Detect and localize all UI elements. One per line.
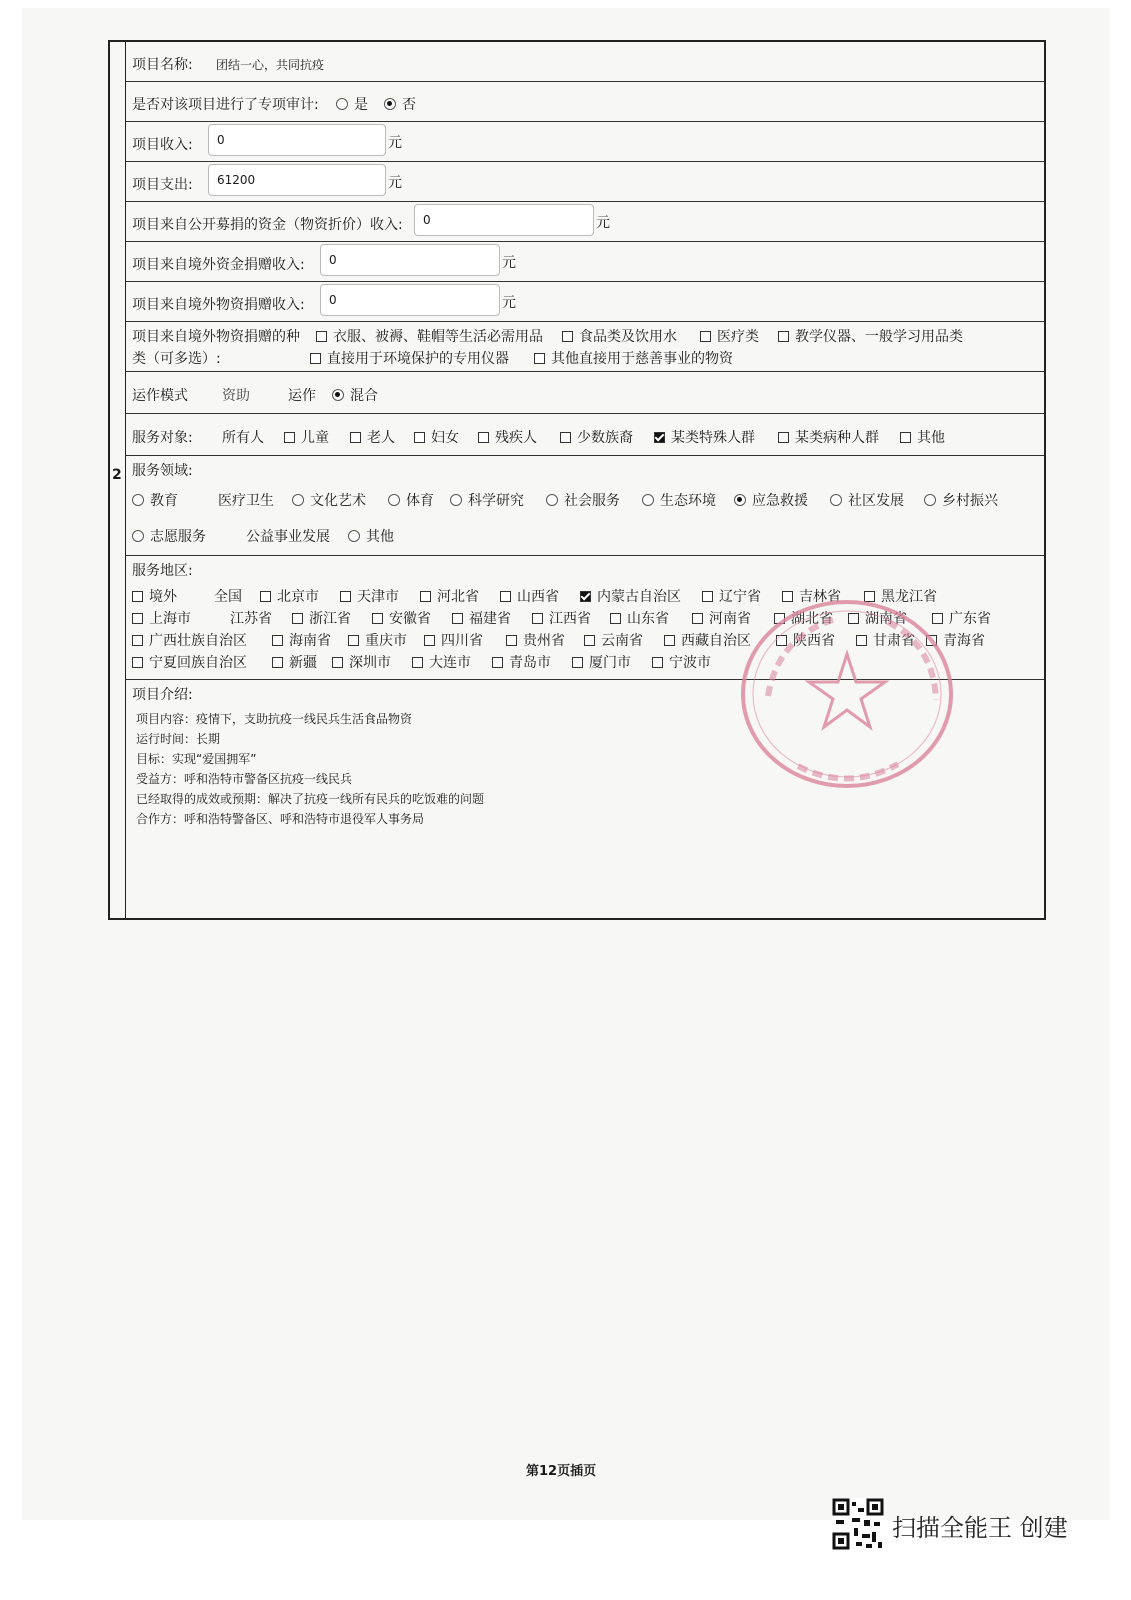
- project-name-label: 项目名称:: [132, 57, 193, 73]
- region-option-label: 山西省: [517, 589, 559, 605]
- region-option-label: 西藏自治区: [681, 633, 751, 649]
- region-option[interactable]: [572, 652, 631, 672]
- region-option[interactable]: [584, 630, 643, 650]
- checkbox-icon: [348, 635, 359, 646]
- region-option-label: 北京市: [277, 589, 319, 605]
- region-option-label: 广东省: [949, 611, 991, 627]
- foreign-types-label-2: 类（可多选）:: [132, 351, 221, 367]
- region-option-label: 吉林省: [799, 589, 841, 605]
- checkbox-icon: [424, 635, 435, 646]
- radio-icon: [336, 98, 348, 110]
- field-option[interactable]: 其他: [348, 526, 394, 546]
- region-option-label: 宁夏回族自治区: [149, 655, 247, 671]
- checkbox-icon: [562, 331, 573, 342]
- region-option-label: 云南省: [601, 633, 643, 649]
- project-name-value: 团结一心，共同抗疫: [216, 58, 325, 72]
- region-option[interactable]: [452, 608, 511, 628]
- region-option-label: 湖北省: [791, 611, 833, 627]
- income-label: 项目收入:: [132, 137, 193, 153]
- region-option[interactable]: [372, 608, 431, 628]
- region-option-label: 辽宁省: [719, 589, 761, 605]
- radio-selected-icon: [384, 98, 396, 110]
- expense-field[interactable]: 61200: [208, 164, 386, 196]
- region-option-checked[interactable]: [580, 586, 681, 606]
- region-option[interactable]: [652, 652, 711, 672]
- intro-line: 已经取得的成效或预期：解决了抗疫一线所有民兵的吃饭难的问题: [136, 792, 485, 806]
- region-option-label: 重庆市: [365, 633, 407, 649]
- region-option[interactable]: [132, 586, 177, 606]
- field-option[interactable]: 文化艺术: [292, 490, 366, 510]
- region-option-label: 江苏省: [230, 611, 272, 627]
- region-option[interactable]: [610, 608, 669, 628]
- type-option[interactable]: 衣服、被褥、鞋帽等生活必需用品: [316, 326, 543, 346]
- region-option[interactable]: [260, 586, 319, 606]
- intro-line: 目标：实现“爱国拥军”: [136, 752, 257, 766]
- field-option[interactable]: 志愿服务: [132, 526, 206, 546]
- intro-line: 受益方：呼和浩特市警备区抗疫一线民兵: [136, 772, 353, 786]
- type-option[interactable]: 直接用于环境保护的专用仪器: [310, 348, 509, 368]
- checkbox-checked-icon: [580, 591, 591, 602]
- target-option[interactable]: 妇女: [414, 427, 459, 447]
- region-option-label: 江西省: [549, 611, 591, 627]
- checkbox-icon: [664, 635, 675, 646]
- target-option[interactable]: 其他: [900, 427, 945, 447]
- foreign-fund-label: 项目来自境外资金捐赠收入:: [132, 257, 305, 273]
- region-option-label: 上海市: [149, 611, 191, 627]
- income-field[interactable]: 0: [208, 124, 386, 156]
- checkbox-icon: [132, 591, 143, 602]
- region-option[interactable]: [506, 630, 565, 650]
- region-option[interactable]: [132, 608, 191, 628]
- foreign-goods-unit: 元: [502, 295, 516, 311]
- checkbox-icon: [420, 591, 431, 602]
- target-option[interactable]: 所有人: [222, 430, 264, 446]
- row-expense: [126, 162, 1044, 202]
- region-option-label: 全国: [214, 589, 242, 605]
- row-public-fund: [126, 202, 1044, 242]
- region-option-label: 青海省: [943, 633, 985, 649]
- audit-yes-option[interactable]: 是: [336, 94, 368, 114]
- row-service-target: [126, 414, 1044, 456]
- target-option[interactable]: 少数族裔: [560, 427, 633, 447]
- region-option-label: 境外: [149, 589, 177, 605]
- row-project-name: [126, 42, 1044, 82]
- region-option[interactable]: [532, 608, 591, 628]
- foreign-types-label-1: 项目来自境外物资捐赠的种: [132, 329, 300, 345]
- checkbox-icon: [532, 613, 543, 624]
- checkbox-icon: [372, 613, 383, 624]
- region-option[interactable]: [348, 630, 407, 650]
- field-option[interactable]: 生态环境: [642, 490, 716, 510]
- field-option[interactable]: 科学研究: [450, 490, 524, 510]
- field-option[interactable]: 乡村振兴: [924, 490, 998, 510]
- region-option-label: 河南省: [709, 611, 751, 627]
- row-foreign-types: [126, 322, 1044, 372]
- region-option[interactable]: [272, 630, 331, 650]
- region-option-label: 四川省: [441, 633, 483, 649]
- region-option[interactable]: [292, 608, 351, 628]
- region-option-label: 甘肃省: [873, 633, 915, 649]
- region-option[interactable]: [332, 652, 391, 672]
- region-option-label: 深圳市: [349, 655, 391, 671]
- expense-label: 项目支出:: [132, 177, 193, 193]
- public-fund-unit: 元: [596, 215, 610, 231]
- field-label: 服务领域:: [132, 463, 193, 479]
- checkbox-icon: [452, 613, 463, 624]
- region-option[interactable]: [340, 586, 399, 606]
- checkbox-icon: [260, 591, 271, 602]
- region-option-label: 宁波市: [669, 655, 711, 671]
- checkbox-icon: [132, 657, 143, 668]
- qr-code-icon: [832, 1498, 884, 1550]
- mode-option-fund[interactable]: 资助: [222, 388, 250, 404]
- field-option[interactable]: 体育: [388, 490, 434, 510]
- foreign-fund-field[interactable]: 0: [320, 244, 500, 276]
- field-option-selected[interactable]: 应急救援: [734, 490, 808, 510]
- checkbox-icon: [132, 613, 143, 624]
- checkbox-icon: [702, 591, 713, 602]
- region-option-label: 浙江省: [309, 611, 351, 627]
- checkbox-icon: [272, 635, 283, 646]
- checkbox-icon: [492, 657, 503, 668]
- region-option-label: 陕西省: [793, 633, 835, 649]
- region-option[interactable]: [214, 586, 242, 606]
- row-foreign-fund: [126, 242, 1044, 282]
- region-option-label: 山东省: [627, 611, 669, 627]
- expense-unit: 元: [388, 175, 402, 191]
- region-option-label: 天津市: [357, 589, 399, 605]
- region-option-label: 海南省: [289, 633, 331, 649]
- income-unit: 元: [388, 135, 402, 151]
- region-option[interactable]: [420, 586, 479, 606]
- checkbox-icon: [316, 331, 327, 342]
- row-mode: [126, 372, 1044, 414]
- intro-line: 运行时间：长期: [136, 732, 221, 746]
- checkbox-icon: [652, 657, 663, 668]
- region-option[interactable]: [132, 652, 247, 672]
- region-option-label: 青岛市: [509, 655, 551, 671]
- type-option[interactable]: 食品类及饮用水: [562, 326, 677, 346]
- region-option[interactable]: [132, 630, 247, 650]
- region-option-label: 河北省: [437, 589, 479, 605]
- mode-option-operate[interactable]: 运作: [288, 388, 316, 404]
- mode-option-mixed[interactable]: 混合: [332, 385, 378, 405]
- region-option[interactable]: [272, 652, 317, 672]
- foreign-fund-unit: 元: [502, 255, 516, 271]
- target-option[interactable]: 某类病种人群: [778, 427, 879, 447]
- region-option-label: 福建省: [469, 611, 511, 627]
- public-fund-field[interactable]: 0: [414, 204, 594, 236]
- scanner-watermark: 扫描全能王 创建: [892, 1514, 1068, 1542]
- region-option-label: 厦门市: [589, 655, 631, 671]
- region-option[interactable]: [230, 608, 272, 628]
- type-option[interactable]: 其他直接用于慈善事业的物资: [534, 348, 733, 368]
- target-option-checked[interactable]: 某类特殊人群: [654, 427, 755, 447]
- type-option[interactable]: 教学仪器、一般学习用品类: [778, 326, 963, 346]
- row-index: 2: [112, 467, 122, 483]
- audit-no-option[interactable]: 否: [384, 94, 416, 114]
- target-option[interactable]: 儿童: [284, 427, 329, 447]
- special-audit-label: 是否对该项目进行了专项审计:: [132, 97, 319, 113]
- region-label: 服务地区:: [132, 563, 193, 579]
- target-option[interactable]: 残疾人: [478, 427, 537, 447]
- row-special-audit: [126, 82, 1044, 122]
- checkbox-icon: [778, 331, 789, 342]
- target-label: 服务对象:: [132, 430, 193, 446]
- type-option[interactable]: 医疗类: [700, 326, 759, 346]
- page-footer: 第12页插页: [526, 1464, 597, 1479]
- region-option-label: 黑龙江省: [881, 589, 937, 605]
- foreign-goods-field[interactable]: 0: [320, 284, 500, 316]
- region-option[interactable]: [500, 586, 559, 606]
- intro-label: 项目介绍:: [132, 687, 193, 703]
- foreign-goods-label: 项目来自境外物资捐赠收入:: [132, 297, 305, 313]
- checkbox-icon: [692, 613, 703, 624]
- region-option[interactable]: [424, 630, 483, 650]
- field-option[interactable]: 社区发展: [830, 490, 904, 510]
- row-foreign-goods: [126, 282, 1044, 322]
- public-fund-label: 项目来自公开募捐的资金（物资折价）收入:: [132, 217, 403, 233]
- checkbox-checked-icon: [654, 432, 665, 443]
- field-option[interactable]: 教育: [132, 490, 178, 510]
- region-option-label: 大连市: [429, 655, 471, 671]
- field-option[interactable]: 公益事业发展: [246, 529, 330, 545]
- region-option[interactable]: [412, 652, 471, 672]
- checkbox-icon: [332, 657, 343, 668]
- region-option-label: 内蒙古自治区: [597, 589, 681, 605]
- field-option[interactable]: 社会服务: [546, 490, 620, 510]
- region-option-label: 贵州省: [523, 633, 565, 649]
- region-option-label: 安徽省: [389, 611, 431, 627]
- checkbox-icon: [506, 635, 517, 646]
- checkbox-icon: [310, 353, 321, 364]
- checkbox-icon: [500, 591, 511, 602]
- checkbox-icon: [700, 331, 711, 342]
- region-option-label: 湖南省: [865, 611, 907, 627]
- checkbox-icon: [534, 353, 545, 364]
- checkbox-icon: [584, 635, 595, 646]
- intro-line: 合作方：呼和浩特警备区、呼和浩特市退役军人事务局: [136, 812, 425, 826]
- region-option-label: 新疆: [289, 655, 317, 671]
- row-service-field: [126, 456, 1044, 556]
- region-option-label: 广西壮族自治区: [149, 633, 247, 649]
- checkbox-icon: [412, 657, 423, 668]
- field-option[interactable]: 医疗卫生: [218, 493, 274, 509]
- official-seal-stamp: [738, 596, 956, 792]
- radio-selected-icon: [332, 389, 344, 401]
- intro-line: 项目内容：疫情下，支助抗疫一线民兵生活食品物资: [136, 712, 413, 726]
- checkbox-icon: [272, 657, 283, 668]
- mode-label: 运作模式: [132, 388, 188, 404]
- checkbox-icon: [292, 613, 303, 624]
- row-income: [126, 122, 1044, 162]
- checkbox-icon: [340, 591, 351, 602]
- radio-selected-icon: [734, 494, 746, 506]
- region-option[interactable]: [492, 652, 551, 672]
- checkbox-icon: [572, 657, 583, 668]
- checkbox-icon: [132, 635, 143, 646]
- target-option[interactable]: 老人: [350, 427, 395, 447]
- checkbox-icon: [610, 613, 621, 624]
